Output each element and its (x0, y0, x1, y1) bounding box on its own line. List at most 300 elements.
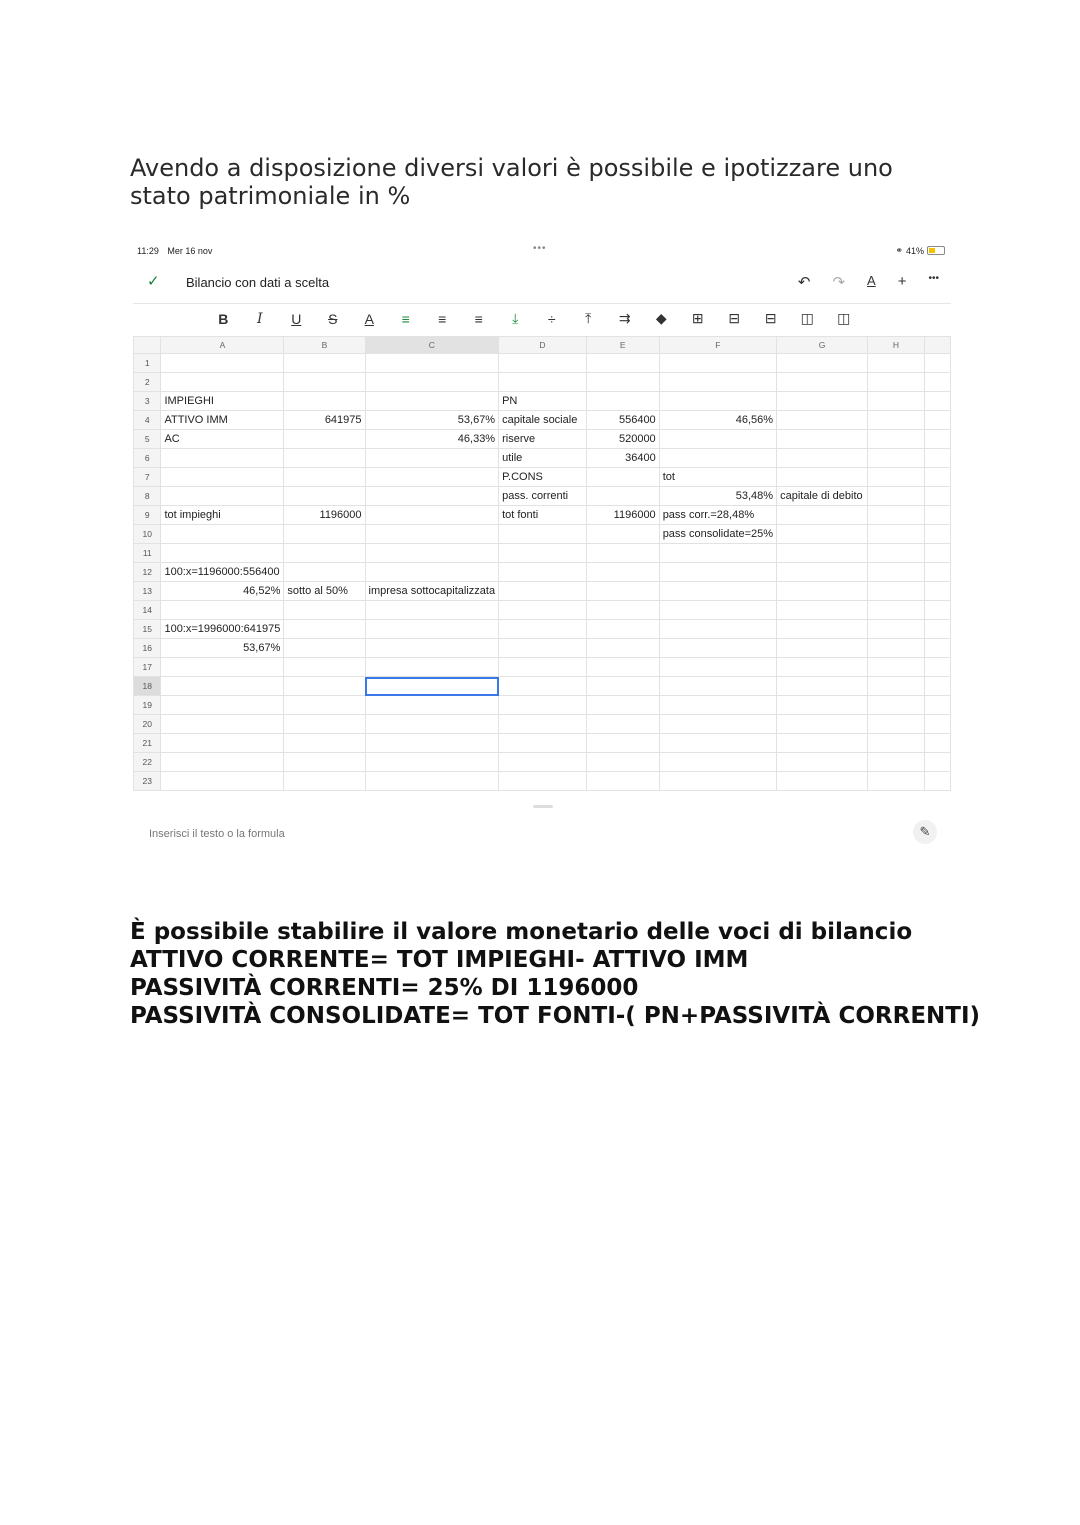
table-row (134, 430, 951, 449)
row-header[interactable]: 11 (134, 544, 161, 563)
cell[interactable] (777, 449, 868, 468)
strikethrough-icon[interactable]: S (328, 310, 338, 327)
text-color-icon[interactable]: A (364, 310, 374, 327)
cell[interactable] (365, 696, 499, 715)
cell[interactable] (365, 563, 499, 582)
cell[interactable]: pass corr.=28,48% (659, 506, 776, 525)
cell[interactable] (499, 620, 587, 639)
cell[interactable] (365, 487, 499, 506)
cell[interactable]: impresa sottocapitalizzata (365, 582, 499, 601)
row-header[interactable]: 14 (134, 601, 161, 620)
cell[interactable] (777, 658, 868, 677)
redo-icon[interactable]: ↷ (832, 274, 846, 291)
cell[interactable] (777, 430, 868, 449)
cell[interactable] (867, 506, 924, 525)
align-left-icon[interactable]: ≡ (401, 310, 410, 327)
table-row (134, 354, 951, 373)
cell[interactable] (659, 392, 776, 411)
cell[interactable] (867, 354, 924, 373)
cell[interactable] (777, 468, 868, 487)
row-header[interactable]: 4 (134, 411, 161, 430)
add-icon[interactable]: + (897, 273, 907, 290)
table-row (134, 601, 951, 620)
cell[interactable] (499, 525, 587, 544)
cell[interactable] (659, 354, 776, 373)
column-header-a[interactable]: A (161, 337, 284, 354)
cell[interactable]: PN (499, 392, 587, 411)
cell[interactable] (867, 772, 924, 791)
cell[interactable] (659, 601, 776, 620)
cell[interactable] (777, 525, 868, 544)
cell[interactable]: tot fonti (499, 506, 587, 525)
cell[interactable] (365, 544, 499, 563)
row-header[interactable]: 10 (134, 525, 161, 544)
underline-icon[interactable]: U (291, 310, 302, 327)
cell[interactable] (586, 354, 659, 373)
cell[interactable] (586, 753, 659, 772)
row-header[interactable]: 3 (134, 392, 161, 411)
cell[interactable] (586, 563, 659, 582)
cell[interactable]: P.CONS (499, 468, 587, 487)
table-row (134, 639, 951, 658)
cell[interactable] (659, 563, 776, 582)
cell[interactable] (659, 430, 776, 449)
cell[interactable]: pass consolidate=25% (659, 525, 776, 544)
cell[interactable] (925, 734, 951, 753)
row-header[interactable]: 15 (134, 620, 161, 639)
cell[interactable] (777, 639, 868, 658)
conclusion-line: PASSIVITÀ CORRENTI= 25% DI 1196000 (130, 975, 639, 1001)
cell[interactable] (777, 411, 868, 430)
resize-handle[interactable] (533, 805, 553, 808)
cell[interactable] (586, 582, 659, 601)
cell[interactable] (659, 544, 776, 563)
cell[interactable] (284, 677, 365, 696)
cell[interactable] (777, 772, 868, 791)
cell[interactable]: IMPIEGHI (161, 392, 284, 411)
table-row (134, 772, 951, 791)
row-header[interactable]: 8 (134, 487, 161, 506)
bold-icon[interactable]: B (218, 310, 229, 327)
cell[interactable] (586, 734, 659, 753)
cell[interactable] (284, 373, 365, 392)
cell[interactable] (777, 696, 868, 715)
cell[interactable] (659, 582, 776, 601)
cell[interactable] (659, 373, 776, 392)
status-time: 11:29 (137, 246, 159, 256)
cell[interactable] (284, 772, 365, 791)
cell[interactable]: capitale di debito (777, 487, 868, 506)
cell[interactable] (925, 639, 951, 658)
row-header[interactable]: 23 (134, 772, 161, 791)
cell[interactable]: 53,67% (161, 639, 284, 658)
cell[interactable]: sotto al 50% (284, 582, 365, 601)
column-header-c[interactable]: C (365, 337, 499, 354)
cell[interactable] (925, 468, 951, 487)
cell[interactable] (777, 506, 868, 525)
cell[interactable] (499, 601, 587, 620)
cell[interactable] (365, 373, 499, 392)
cell[interactable] (867, 753, 924, 772)
valign-top-icon[interactable]: ⤒ (585, 310, 592, 326)
text-format-icon[interactable]: A (867, 273, 876, 288)
cell[interactable] (499, 658, 587, 677)
row-header[interactable]: 9 (134, 506, 161, 525)
cell[interactable] (161, 601, 284, 620)
italic-icon[interactable]: I (256, 310, 263, 327)
cell[interactable] (365, 525, 499, 544)
cell[interactable] (586, 715, 659, 734)
cell[interactable]: ATTIVO IMM (161, 411, 284, 430)
cell[interactable] (161, 677, 284, 696)
cell[interactable] (284, 563, 365, 582)
column-header-blank (925, 337, 951, 354)
cell[interactable]: 36400 (586, 449, 659, 468)
cell[interactable] (659, 753, 776, 772)
cell[interactable] (499, 715, 587, 734)
cell[interactable] (586, 620, 659, 639)
cell[interactable] (365, 620, 499, 639)
more-options-icon[interactable]: ••• (928, 273, 939, 284)
cell[interactable] (925, 715, 951, 734)
cell[interactable]: 100:x=1996000:641975 (161, 620, 284, 639)
cell[interactable] (586, 373, 659, 392)
cell[interactable] (659, 696, 776, 715)
cell[interactable] (659, 734, 776, 753)
cell[interactable] (586, 772, 659, 791)
cell[interactable] (161, 354, 284, 373)
cell[interactable] (867, 639, 924, 658)
cell[interactable]: 556400 (586, 411, 659, 430)
spreadsheet-grid[interactable] (133, 336, 951, 791)
cell[interactable] (925, 506, 951, 525)
cell[interactable] (499, 753, 587, 772)
cell[interactable] (867, 715, 924, 734)
cell[interactable]: 520000 (586, 430, 659, 449)
cell[interactable] (284, 544, 365, 563)
column-header-g[interactable]: G (777, 337, 868, 354)
formula-input[interactable]: Inserisci il testo o la formula (149, 828, 285, 840)
cell[interactable] (867, 677, 924, 696)
cell[interactable]: 100:x=1196000:556400 (161, 563, 284, 582)
table-row (134, 411, 951, 430)
cell[interactable] (925, 411, 951, 430)
cell[interactable] (659, 620, 776, 639)
cell[interactable] (365, 658, 499, 677)
cell[interactable] (499, 734, 587, 753)
column-header-h[interactable]: H (867, 337, 924, 354)
battery-indicator (895, 245, 945, 256)
cell[interactable]: 46,33% (365, 430, 499, 449)
cell[interactable]: AC (161, 430, 284, 449)
cell[interactable] (586, 525, 659, 544)
cell[interactable] (284, 525, 365, 544)
align-center-icon[interactable]: ≡ (438, 310, 447, 327)
cell[interactable] (284, 715, 365, 734)
cell[interactable] (499, 544, 587, 563)
table-row (134, 563, 951, 582)
cell[interactable] (777, 601, 868, 620)
cell[interactable] (284, 601, 365, 620)
cell[interactable] (161, 715, 284, 734)
cell[interactable] (777, 715, 868, 734)
cell[interactable] (284, 392, 365, 411)
row-header[interactable]: 21 (134, 734, 161, 753)
table-row (134, 753, 951, 772)
cell[interactable] (925, 753, 951, 772)
borders-icon[interactable]: ⊞ (691, 310, 704, 326)
cell[interactable] (161, 468, 284, 487)
cell[interactable] (925, 525, 951, 544)
cell[interactable] (925, 544, 951, 563)
cell[interactable] (777, 354, 868, 373)
cell[interactable] (499, 772, 587, 791)
row-header[interactable]: 6 (134, 449, 161, 468)
cell[interactable] (925, 772, 951, 791)
column-header-d[interactable]: D (499, 337, 587, 354)
cell[interactable] (925, 487, 951, 506)
cell[interactable] (867, 734, 924, 753)
cell[interactable]: 1196000 (586, 506, 659, 525)
cell[interactable] (867, 601, 924, 620)
cell[interactable] (777, 392, 868, 411)
cell[interactable] (365, 468, 499, 487)
sheet-table (133, 336, 951, 791)
conclusion-text (130, 918, 990, 1030)
cell[interactable] (284, 753, 365, 772)
cell[interactable] (925, 582, 951, 601)
cell[interactable] (777, 753, 868, 772)
row-header[interactable]: 13 (134, 582, 161, 601)
cell[interactable] (659, 677, 776, 696)
cell[interactable] (284, 430, 365, 449)
status-bar (137, 246, 212, 256)
cell[interactable] (586, 696, 659, 715)
cell[interactable] (161, 772, 284, 791)
cell[interactable] (284, 449, 365, 468)
cell[interactable] (284, 620, 365, 639)
cell[interactable] (867, 373, 924, 392)
cell[interactable] (777, 563, 868, 582)
cell[interactable] (586, 677, 659, 696)
row-header[interactable]: 18 (134, 677, 161, 696)
cell[interactable]: tot (659, 468, 776, 487)
valign-bottom-icon[interactable]: ⤓ (512, 310, 519, 326)
cell[interactable] (365, 392, 499, 411)
cell[interactable] (586, 487, 659, 506)
cell[interactable]: 53,67% (365, 411, 499, 430)
column-header-e[interactable]: E (586, 337, 659, 354)
cell[interactable] (161, 753, 284, 772)
cell[interactable] (867, 487, 924, 506)
cell[interactable] (925, 354, 951, 373)
cell[interactable] (365, 506, 499, 525)
cell[interactable] (659, 639, 776, 658)
cell[interactable] (499, 373, 587, 392)
row-header[interactable]: 7 (134, 468, 161, 487)
table-row (134, 373, 951, 392)
table-row (134, 677, 951, 696)
cell[interactable] (586, 392, 659, 411)
cell[interactable] (161, 658, 284, 677)
document-title[interactable]: Bilancio con dati a scelta (186, 275, 330, 290)
cell[interactable] (365, 354, 499, 373)
table-row (134, 468, 951, 487)
cell[interactable] (867, 392, 924, 411)
intro-paragraph: Avendo a disposizione diversi valori è possibile e ipotizzare uno stato patrimoniale in % (130, 154, 893, 210)
cell[interactable] (777, 677, 868, 696)
row-header[interactable]: 19 (134, 696, 161, 715)
table-row (134, 544, 951, 563)
cell[interactable] (925, 677, 951, 696)
cell[interactable] (925, 620, 951, 639)
cell[interactable] (499, 354, 587, 373)
cell[interactable]: 641975 (284, 411, 365, 430)
cell[interactable]: pass. correnti (499, 487, 587, 506)
cell[interactable] (867, 525, 924, 544)
cell[interactable] (925, 601, 951, 620)
fill-color-icon[interactable]: ◆ (655, 310, 667, 326)
cell[interactable] (284, 696, 365, 715)
cell[interactable] (499, 582, 587, 601)
formula-bar[interactable] (133, 814, 951, 854)
cell[interactable]: 53,48% (659, 487, 776, 506)
table-row (134, 658, 951, 677)
cell[interactable] (161, 525, 284, 544)
cell[interactable]: 1196000 (284, 506, 365, 525)
table-row (134, 449, 951, 468)
align-right-icon[interactable]: ≡ (474, 310, 483, 327)
cell[interactable] (284, 354, 365, 373)
insert-row-below-icon[interactable]: ⊟ (764, 310, 777, 326)
battery-icon (927, 246, 945, 255)
cell[interactable] (365, 772, 499, 791)
cell[interactable] (867, 620, 924, 639)
spreadsheet-screenshot (133, 240, 951, 860)
cell[interactable] (925, 449, 951, 468)
cell[interactable] (365, 677, 499, 696)
row-header[interactable]: 2 (134, 373, 161, 392)
row-header[interactable]: 5 (134, 430, 161, 449)
cell[interactable] (284, 639, 365, 658)
link-icon: ⚭ (895, 245, 903, 255)
table-row (134, 734, 951, 753)
cell[interactable] (777, 620, 868, 639)
cell[interactable] (867, 411, 924, 430)
title-actions (798, 273, 939, 291)
cell[interactable] (659, 658, 776, 677)
row-header[interactable]: 17 (134, 658, 161, 677)
wrap-icon[interactable]: ⇉ (618, 310, 631, 326)
corner-cell[interactable] (134, 337, 161, 354)
cell[interactable] (659, 715, 776, 734)
cell[interactable] (777, 582, 868, 601)
cell[interactable] (659, 449, 776, 468)
cell[interactable]: capitale sociale (499, 411, 587, 430)
cell[interactable] (284, 734, 365, 753)
cell[interactable] (867, 658, 924, 677)
cell[interactable] (586, 601, 659, 620)
cell[interactable] (365, 449, 499, 468)
cell[interactable] (499, 696, 587, 715)
cell[interactable] (867, 468, 924, 487)
cell[interactable] (925, 392, 951, 411)
cell[interactable] (925, 563, 951, 582)
cell[interactable] (161, 449, 284, 468)
valign-middle-icon[interactable]: ÷ (547, 310, 556, 327)
cell[interactable] (925, 430, 951, 449)
done-check-icon[interactable]: ✓ (147, 273, 160, 290)
column-header-b[interactable]: B (284, 337, 365, 354)
cell[interactable] (586, 468, 659, 487)
cell[interactable] (499, 563, 587, 582)
cell[interactable] (161, 696, 284, 715)
cell[interactable] (161, 487, 284, 506)
title-bar (133, 268, 951, 298)
cell[interactable] (867, 582, 924, 601)
cell[interactable] (365, 753, 499, 772)
cell[interactable] (161, 544, 284, 563)
cell[interactable] (499, 639, 587, 658)
cell[interactable]: tot impieghi (161, 506, 284, 525)
column-header-f[interactable]: F (659, 337, 776, 354)
row-header[interactable]: 16 (134, 639, 161, 658)
cell[interactable]: 46,56% (659, 411, 776, 430)
cell[interactable] (499, 677, 587, 696)
cell[interactable] (586, 658, 659, 677)
table-row (134, 715, 951, 734)
pencil-icon[interactable]: ✎ (913, 820, 937, 844)
cell[interactable] (365, 715, 499, 734)
cell[interactable] (284, 468, 365, 487)
cell[interactable] (867, 544, 924, 563)
undo-icon[interactable]: ↶ (797, 274, 811, 291)
cell[interactable] (867, 449, 924, 468)
cell[interactable] (365, 601, 499, 620)
cell[interactable] (586, 639, 659, 658)
cell[interactable] (867, 430, 924, 449)
insert-row-above-icon[interactable]: ⊟ (728, 310, 741, 326)
cell[interactable] (284, 487, 365, 506)
multitask-dots[interactable]: ••• (533, 243, 547, 254)
cell[interactable] (925, 373, 951, 392)
insert-col-right-icon[interactable]: ◫ (837, 310, 851, 326)
cell[interactable] (365, 734, 499, 753)
cell[interactable] (161, 734, 284, 753)
cell[interactable]: utile (499, 449, 587, 468)
cell[interactable]: riserve (499, 430, 587, 449)
table-row (134, 392, 951, 411)
row-header[interactable]: 22 (134, 753, 161, 772)
cell[interactable] (925, 696, 951, 715)
cell[interactable] (777, 373, 868, 392)
cell[interactable] (284, 658, 365, 677)
insert-col-left-icon[interactable]: ◫ (800, 310, 814, 326)
cell[interactable] (777, 734, 868, 753)
row-header[interactable]: 1 (134, 354, 161, 373)
cell[interactable] (586, 544, 659, 563)
cell[interactable] (867, 696, 924, 715)
cell[interactable] (161, 373, 284, 392)
cell[interactable] (365, 639, 499, 658)
cell[interactable] (777, 544, 868, 563)
cell[interactable] (925, 658, 951, 677)
cell[interactable] (867, 563, 924, 582)
row-header[interactable]: 20 (134, 715, 161, 734)
cell[interactable]: 46,52% (161, 582, 284, 601)
cell[interactable] (659, 772, 776, 791)
row-header[interactable]: 12 (134, 563, 161, 582)
